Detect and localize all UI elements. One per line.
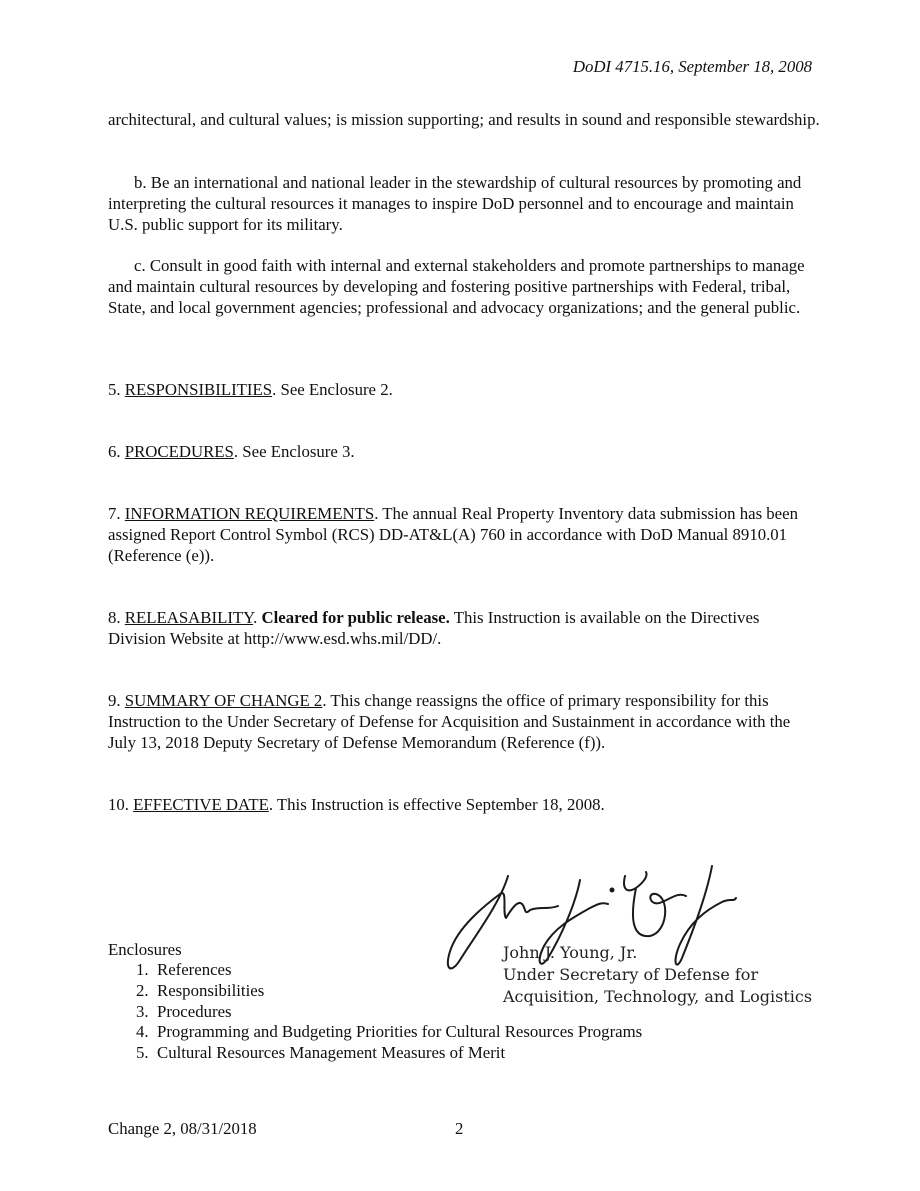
section-summary-of-change [108,690,820,753]
enclosure-number: 4. [136,1022,149,1042]
section-number: 5. [108,380,125,399]
enclosure-label: References [157,960,232,979]
section-releasability [108,607,820,649]
section-text: . The annual Real Property Inventory data submission has been assigned Report Control Symbol (RCS) DD-AT&L(A) 760 in accordance with DoD Manual 8910.01 (Reference (e)). [108,504,798,565]
enclosure-item [136,1022,642,1043]
enclosure-item [136,1043,642,1064]
section-title: PROCEDURES [124,442,234,461]
section-text: . This change reassigns the office of primary responsibility for this Instruction to the Under Secretary of Defense for Acquisition and Sustainment in accordance with the July 13, 2018 Deputy Secretary of Defense Memorandum (Reference (f)). [108,691,791,752]
enclosures-list [136,960,642,1064]
page-number: 2 [455,1119,464,1138]
signer-name: John J. Young, Jr. [503,943,638,962]
enclosure-item [136,960,642,981]
section-text: This Instruction is available on the Directives Division Website at http://www.esd.whs.mil/DD/. [108,608,760,648]
section-title: EFFECTIVE DATE [133,795,269,814]
enclosure-number: 3. [136,1001,149,1021]
enclosure-number: 1. [136,960,149,979]
enclosure-item [136,981,642,1002]
section-procedures [108,441,820,462]
section-number: 8. [108,608,125,627]
carryover-paragraph: architectural, and cultural values; is mission supporting; and results in sound and responsible stewardship. [108,110,820,129]
enclosure-number: 5. [136,1043,149,1063]
section-bold-text: Cleared for public release. [261,608,450,627]
section-text: . This Instruction is effective September 18, 2008. [268,795,605,814]
enclosure-label: Responsibilities [157,980,265,1000]
section-responsibilities [108,379,820,400]
enclosure-label: Programming and Budgeting Priorities for Cultural Resources Programs [157,1022,643,1042]
section-title: RELEASABILITY [124,608,254,627]
section-title: SUMMARY OF CHANGE 2 [124,691,323,710]
enclosures-heading: Enclosures [108,940,182,959]
enclosure-label: Cultural Resources Management Measures of Merit [157,1043,506,1063]
section-effective-date [108,794,820,815]
section-number: 9. [108,691,125,710]
section-number: 6. [108,442,125,461]
section-text: . See Enclosure 2. [272,380,393,399]
signer-title-line-2: Acquisition, Technology, and Logistics [503,987,813,1006]
paragraph-c: c. Consult in good faith with internal and external stakeholders and promote partnerships to manage and maintain cultural resources by developing and fostering positive partnerships with Federal, tribal, State, and local government agencies; professional and advocacy organizations; and the general public. [108,256,805,317]
section-number: 7. [108,504,125,523]
section-title: RESPONSIBILITIES [124,380,273,399]
section-information-requirements [108,503,820,566]
section-title: INFORMATION REQUIREMENTS [124,504,375,523]
signer-title-line-1: Under Secretary of Defense for [503,965,759,984]
enclosure-number: 2. [136,980,149,1000]
section-separator: . [253,608,262,627]
section-text: . See Enclosure 3. [233,442,355,461]
section-number: 10. [108,795,134,814]
paragraph-b: b. Be an international and national leader in the stewardship of cultural resources by promoting and interpreting the cultural resources it manages to inspire DoD personnel and to encourage and maintain U.S. public support for its military. [108,173,802,234]
footer-change-note: Change 2, 08/31/2018 [108,1119,257,1138]
enclosure-item [136,1002,642,1023]
document-header: DoDI 4715.16, September 18, 2008 [572,57,812,76]
enclosure-label: Procedures [157,1001,232,1021]
